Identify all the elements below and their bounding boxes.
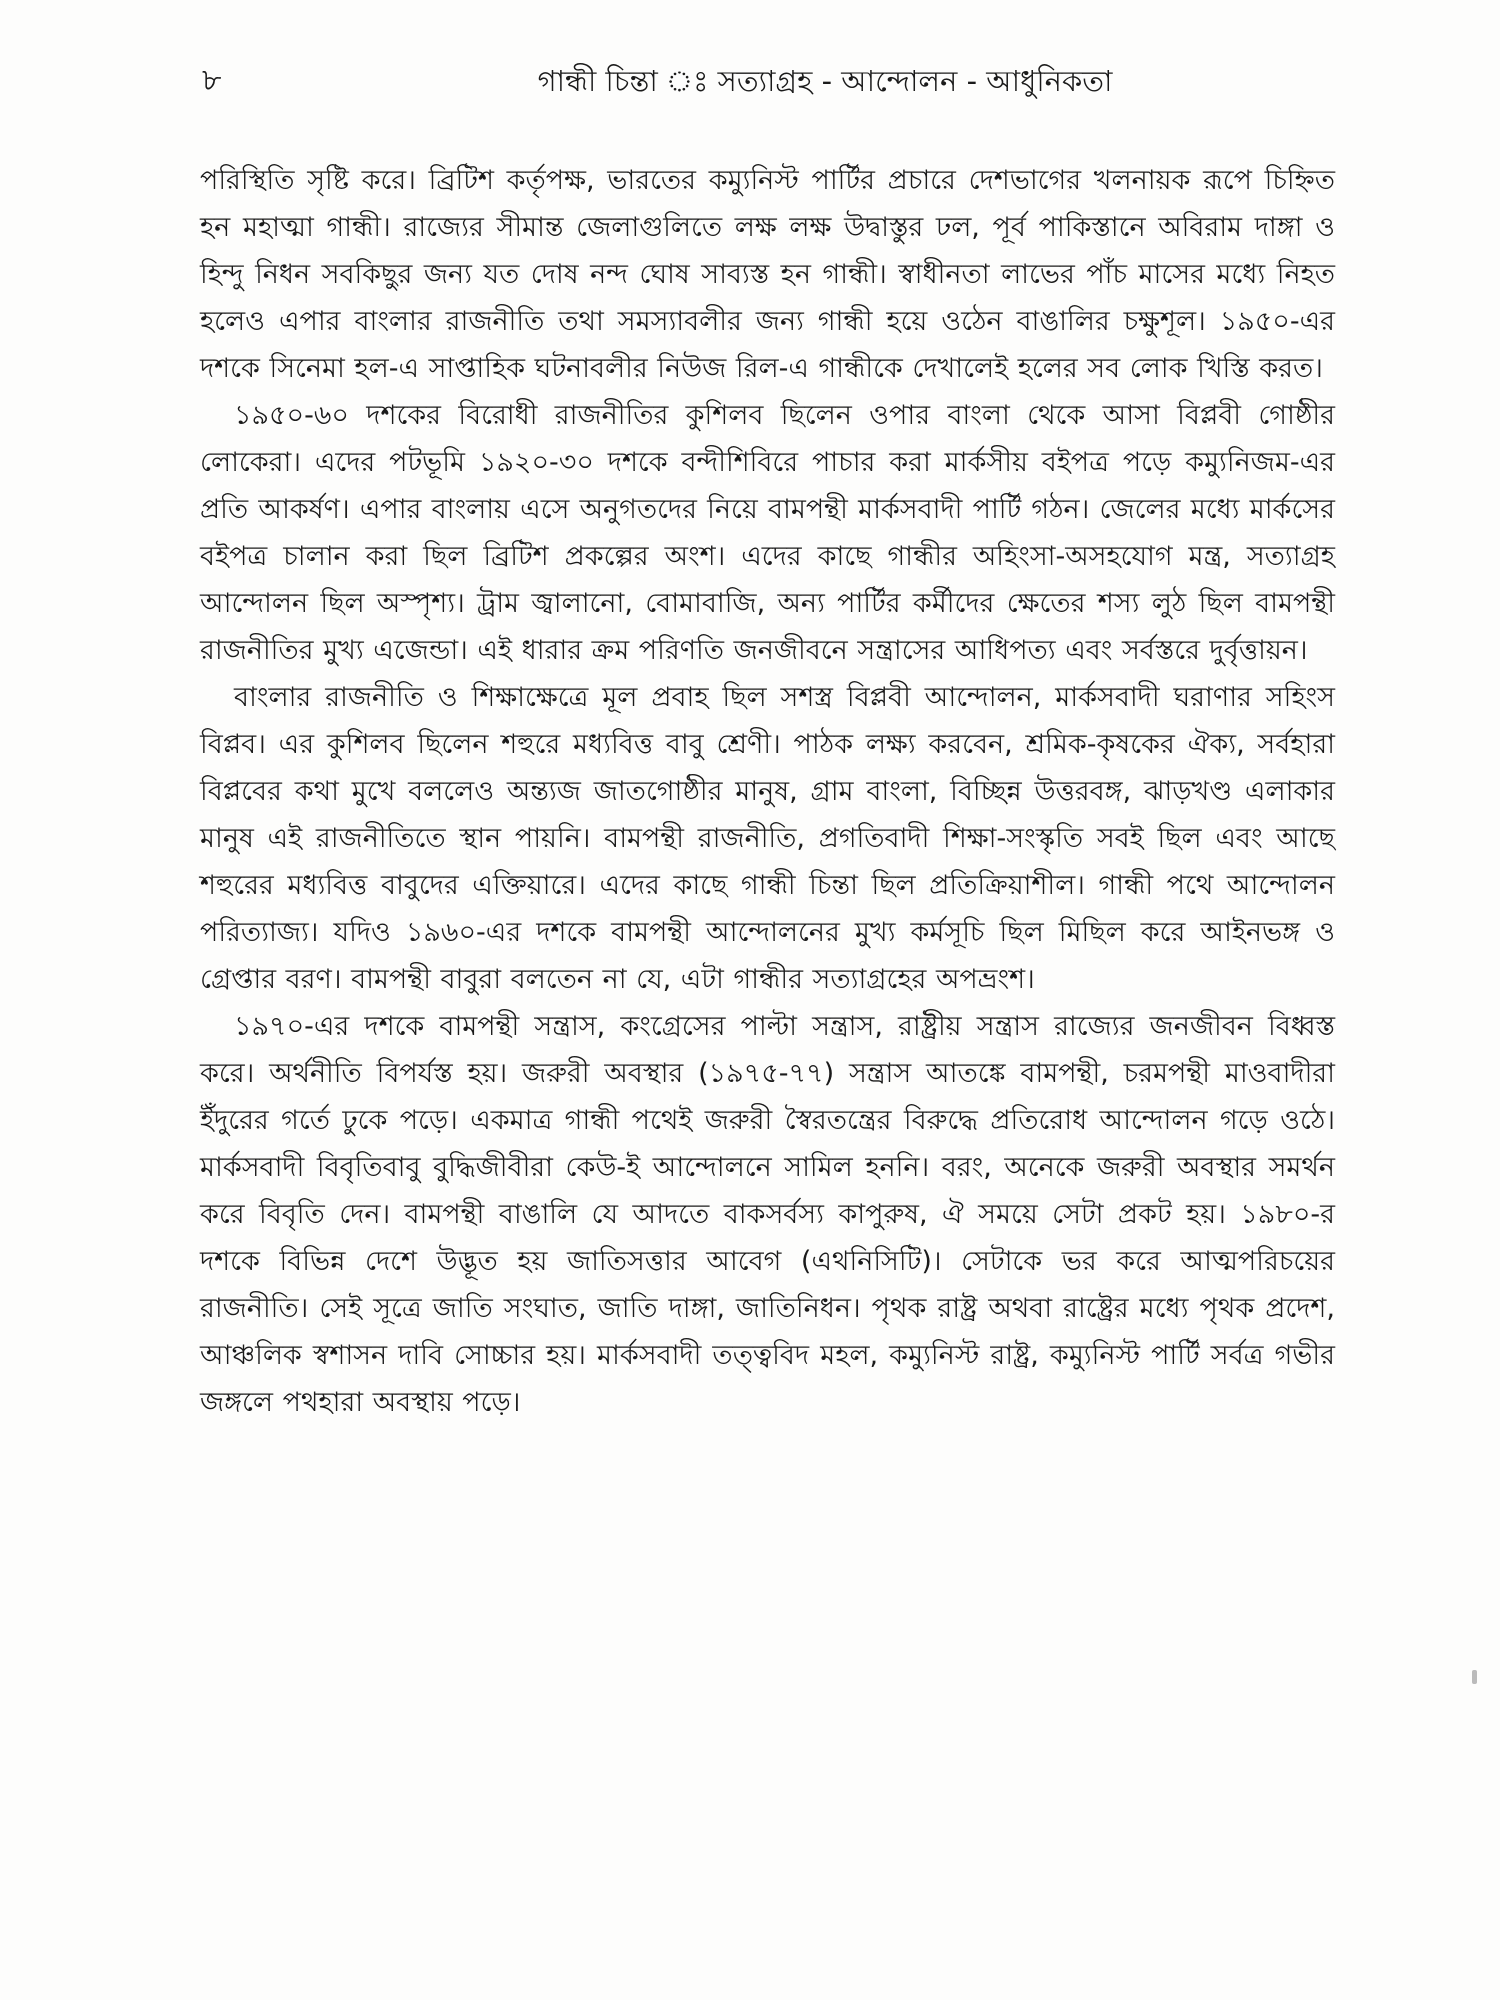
page-header bbox=[190, 55, 1340, 105]
body-text bbox=[200, 157, 1335, 1426]
paragraph-1: পরিস্থিতি সৃষ্টি করে। ব্রিটিশ কর্তৃপক্ষ, ভারতের কম্যুনিস্ট পার্টির প্রচারে দেশভাগের খলনায়ক রূপে চিহ্নিত হন মহাত্মা গান্ধী। রাজ্যের সীমান্ত জেলাগুলিতে লক্ষ লক্ষ উদ্বাস্তুর ঢল, পূর্ব পাকিস্তানে অবিরাম দাঙ্গা ও হিন্দু নিধন সবকিছুর জন্য যত দোষ নন্দ ঘোষ সাব্যস্ত হন গান্ধী। স্বাধীনতা লাভের পাঁচ মাসের মধ্যে নিহত হলেও এপার বাংলার রাজনীতি তথা সমস্যাবলীর জন্য গান্ধী হয়ে ওঠেন বাঙালির চক্ষুশূল। ১৯৫০-এর দশকে সিনেমা হল-এ সাপ্তাহিক ঘটনাবলীর নিউজ রিল-এ গান্ধীকে দেখালেই হলের সব লোক খিস্তি করত। bbox=[200, 165, 1335, 384]
paragraph-4: ১৯৭০-এর দশকে বামপন্থী সন্ত্রাস, কংগ্রেসের পাল্টা সন্ত্রাস, রাষ্ট্রীয় সন্ত্রাস রাজ্যের জনজীবন বিধ্বস্ত করে। অর্থনীতি বিপর্যস্ত হয়। জরুরী অবস্থার (১৯৭৫-৭৭) সন্ত্রাস আতঙ্কে বামপন্থী, চরমপন্থী মাওবাদীরা ইঁদুরের গর্তে ঢুকে পড়ে। একমাত্র গান্ধী পথেই জরুরী স্বৈরতন্ত্রের বিরুদ্ধে প্রতিরোধ আন্দোলন গড়ে ওঠে। মার্কসবাদী বিবৃতিবাবু বুদ্ধিজীবীরা কেউ-ই আন্দোলনে সামিল হননি। বরং, অনেকে জরুরী অবস্থার সমর্থন করে বিবৃতি দেন। বামপন্থী বাঙালি যে আদতে বাকসর্বস্য কাপুরুষ, ঐ সময়ে সেটা প্রকট হয়। ১৯৮০-র দশকে বিভিন্ন দেশে উদ্ভূত হয় জাতিসত্তার আবেগ (এথনিসিটি)। সেটাকে ভর করে আত্মপরিচয়ের রাজনীতি। সেই সূত্রে জাতি সংঘাত, জাতি দাঙ্গা, জাতিনিধন। পৃথক রাষ্ট্র অথবা রাষ্ট্রের মধ্যে পৃথক প্রদেশ, আঞ্চলিক স্বশাসন দাবি সোচ্চার হয়। মার্কসবাদী তত্ত্ববিদ মহল, কম্যুনিস্ট রাষ্ট্র, কম্যুনিস্ট পার্টি সর্বত্র গভীর জঙ্গলে পথহারা অবস্থায় পড়ে। bbox=[200, 1011, 1335, 1418]
running-title: গান্ধী চিন্তা ঃ সত্যাগ্রহ - আন্দোলন - আধুনিকতা bbox=[537, 64, 1113, 98]
scan-artifact bbox=[1472, 1670, 1477, 1684]
paragraph-2: ১৯৫০-৬০ দশকের বিরোধী রাজনীতির কুশিলব ছিলেন ওপার বাংলা থেকে আসা বিপ্লবী গোষ্ঠীর লোকেরা। এদের পটভূমি ১৯২০-৩০ দশকে বন্দীশিবিরে পাচার করা মার্কসীয় বইপত্র পড়ে কম্যুনিজম-এর প্রতি আকর্ষণ। এপার বাংলায় এসে অনুগতদের নিয়ে বামপন্থী মার্কসবাদী পার্টি গঠন। জেলের মধ্যে মার্কসের বইপত্র চালান করা ছিল ব্রিটিশ প্রকল্পের অংশ। এদের কাছে গান্ধীর অহিংসা-অসহযোগ মন্ত্র, সত্যাগ্রহ আন্দোলন ছিল অস্পৃশ্য। ট্রাম জ্বালানো, বোমাবাজি, অন্য পার্টির কর্মীদের ক্ষেতের শস্য লুঠ ছিল বামপন্থী রাজনীতির মুখ্য এজেন্ডা। এই ধারার ক্রম পরিণতি জনজীবনে সন্ত্রাসের আধিপত্য এবং সর্বস্তরে দুর্বৃত্তায়ন। bbox=[200, 400, 1335, 666]
page-number: ৮ bbox=[202, 63, 222, 98]
paragraph-3: বাংলার রাজনীতি ও শিক্ষাক্ষেত্রে মূল প্রবাহ ছিল সশস্ত্র বিপ্লবী আন্দোলন, মার্কসবাদী ঘরাণার সহিংস বিপ্লব। এর কুশিলব ছিলেন শহুরে মধ্যবিত্ত বাবু শ্রেণী। পাঠক লক্ষ্য করবেন, শ্রমিক-কৃষকের ঐক্য, সর্বহারা বিপ্লবের কথা মুখে বললেও অন্ত্যজ জাতগোষ্ঠীর মানুষ, গ্রাম বাংলা, বিচ্ছিন্ন উত্তরবঙ্গ, ঝাড়খণ্ড এলাকার মানুষ এই রাজনীতিতে স্থান পায়নি। বামপন্থী রাজনীতি, প্রগতিবাদী শিক্ষা-সংস্কৃতি সবই ছিল এবং আছে শহুরের মধ্যবিত্ত বাবুদের এক্তিয়ারে। এদের কাছে গান্ধী চিন্তা ছিল প্রতিক্রিয়াশীল। গান্ধী পথে আন্দোলন পরিত্যাজ্য। যদিও ১৯৬০-এর দশকে বামপন্থী আন্দোলনের মুখ্য কর্মসূচি ছিল মিছিল করে আইনভঙ্গ ও গ্রেপ্তার বরণ। বামপন্থী বাবুরা বলতেন না যে, এটা গান্ধীর সত্যাগ্রহের অপভ্রংশ। bbox=[200, 682, 1335, 995]
